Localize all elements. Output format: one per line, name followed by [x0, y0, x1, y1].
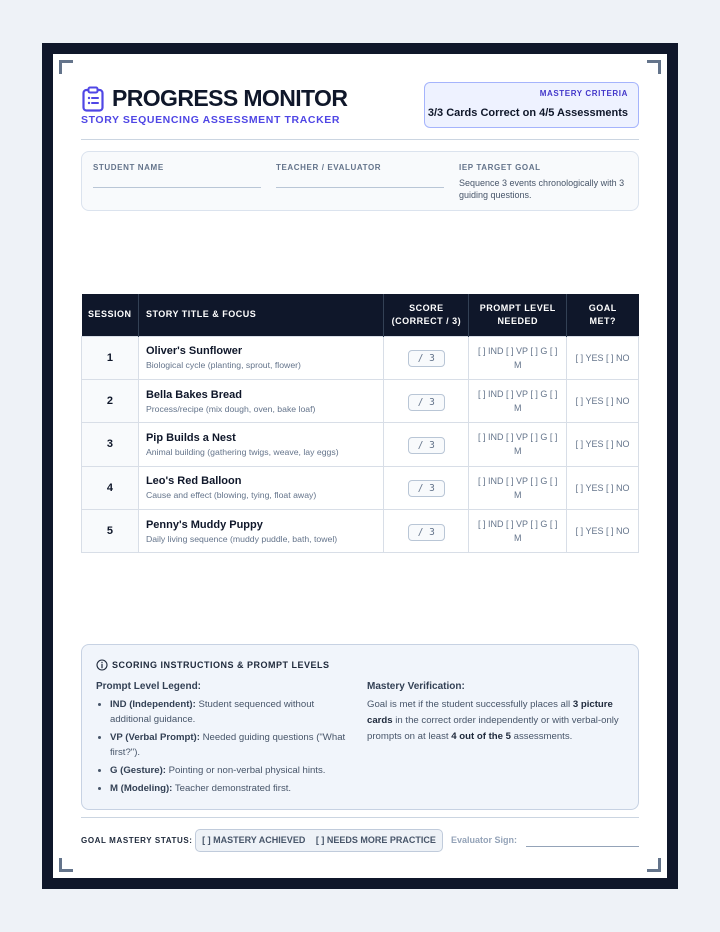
student-name-line[interactable] [93, 187, 261, 188]
story-focus: Process/recipe (mix dough, oven, bake loaf) [145, 403, 316, 414]
score-input[interactable]: / 3 [408, 350, 445, 367]
verify-bold1: 3 picture cards [367, 699, 613, 726]
session-number: 5 [82, 510, 139, 553]
story-focus: Daily living sequence (muddy puddle, bath, towel) [145, 533, 338, 544]
mastery-criteria-box [424, 82, 639, 128]
legend-heading: Prompt Level Legend: [96, 681, 202, 692]
header-divider [81, 139, 639, 140]
table-header-row [82, 294, 639, 336]
score-input[interactable]: / 3 [408, 394, 445, 411]
verify-part2: in the correct order independently or with verbal-only prompts on at least [367, 715, 619, 742]
verify-part1: Goal is met if the student successfully places all [367, 699, 573, 710]
assessment-table [81, 294, 639, 553]
score-input[interactable]: / 3 [408, 437, 445, 454]
session-number: 3 [82, 423, 139, 466]
goal-cell [567, 379, 639, 422]
story-cell [138, 379, 383, 422]
teacher-field[interactable] [276, 163, 381, 172]
legend-list [96, 697, 356, 796]
footer-divider [81, 817, 639, 818]
goal-cell [567, 423, 639, 466]
teacher-label: TEACHER / EVALUATOR [276, 163, 382, 172]
needs-practice-option[interactable]: [ ] NEEDS MORE PRACTICE [315, 835, 436, 845]
info-icon [96, 659, 108, 671]
session-number: 1 [82, 336, 139, 379]
story-title: Penny's Muddy Puppy [145, 518, 263, 531]
score-cell [384, 466, 469, 509]
status-options-box [195, 829, 443, 852]
footer [81, 829, 639, 853]
goal-cell [567, 336, 639, 379]
verify-bold2: 4 out of the 5 [451, 731, 511, 742]
story-cell [138, 510, 383, 553]
prompt-legend [96, 681, 356, 799]
score-cell [384, 379, 469, 422]
header-prompt-line1: PROMPT LEVEL [479, 302, 556, 313]
prompt-cell [469, 379, 567, 422]
story-focus: Cause and effect (blowing, tying, float away) [145, 490, 317, 501]
table-row [82, 510, 639, 553]
verify-part3: assessments. [510, 731, 573, 742]
corner-mark-bottom-right [647, 858, 661, 872]
mastery-criteria-value: 3/3 Cards Correct on 4/5 Assessments [427, 107, 628, 119]
page-title: PROGRESS MONITOR [112, 85, 348, 111]
header-score-line1: SCORE [409, 302, 444, 313]
list-item [110, 730, 356, 760]
legend-desc: Needed guiding questions ("What first?"). [110, 732, 346, 758]
score-cell [384, 336, 469, 379]
header-prompt [469, 294, 567, 336]
iep-goal-block [459, 163, 629, 201]
story-cell [138, 336, 383, 379]
score-input[interactable]: / 3 [408, 524, 445, 541]
prompt-level-options[interactable]: [ ] IND [ ] VP [ ] G [ ] M [478, 432, 558, 457]
score-cell [384, 423, 469, 466]
instructions-title: SCORING INSTRUCTIONS & PROMPT LEVELS [112, 660, 330, 670]
goal-cell [567, 466, 639, 509]
corner-mark-top-left [59, 60, 73, 74]
legend-desc: Pointing or non-verbal physical hints. [165, 765, 326, 776]
list-item [110, 697, 356, 727]
table-row [82, 379, 639, 422]
score-cell [384, 510, 469, 553]
header-score-line2: (CORRECT / 3) [391, 315, 462, 326]
score-input[interactable]: / 3 [408, 480, 445, 497]
prompt-level-options[interactable]: [ ] IND [ ] VP [ ] G [ ] M [478, 475, 558, 500]
legend-term: VP (Verbal Prompt): [110, 732, 200, 743]
header-prompt-line2: NEEDED [497, 315, 538, 326]
list-item [110, 763, 356, 778]
teacher-line[interactable] [276, 187, 444, 188]
prompt-cell [469, 423, 567, 466]
goal-met-options[interactable]: [ ] YES [ ] NO [575, 352, 630, 363]
goal-met-options[interactable]: [ ] YES [ ] NO [575, 439, 630, 450]
story-title: Bella Bakes Bread [145, 388, 242, 401]
verify-text [367, 697, 629, 745]
story-focus: Biological cycle (planting, sprout, flower) [145, 360, 301, 371]
prompt-level-options[interactable]: [ ] IND [ ] VP [ ] G [ ] M [478, 345, 558, 370]
list-item [110, 781, 356, 796]
goal-cell [567, 510, 639, 553]
table-row [82, 336, 639, 379]
title-row [81, 85, 347, 112]
story-cell [138, 423, 383, 466]
table-row [82, 466, 639, 509]
iep-goal-text: Sequence 3 events chronologically with 3 guiding questions. [459, 178, 625, 200]
verify-heading: Mastery Verification: [367, 681, 465, 692]
corner-mark-bottom-left [59, 858, 73, 872]
table-row [82, 423, 639, 466]
mastery-verification [367, 681, 629, 745]
story-title: Leo's Red Balloon [145, 475, 242, 488]
student-info-box [81, 151, 639, 211]
student-name-field[interactable] [93, 163, 164, 172]
instructions-header [96, 659, 330, 671]
header-session: SESSION [82, 294, 139, 336]
legend-desc: Teacher demonstrated first. [172, 783, 292, 794]
story-focus: Animal building (gathering twigs, weave, lay eggs) [145, 446, 339, 457]
evaluator-sign-label: Evaluator Sign: [451, 835, 518, 845]
header [81, 82, 639, 140]
evaluator-sign-line[interactable] [526, 846, 639, 847]
prompt-level-options[interactable]: [ ] IND [ ] VP [ ] G [ ] M [478, 519, 558, 544]
scoring-instructions-box [81, 644, 639, 810]
header-score [384, 294, 469, 336]
legend-term: IND (Independent): [110, 699, 196, 710]
legend-desc: Student sequenced without additional guidance. [110, 699, 315, 725]
story-title: Oliver's Sunflower [145, 345, 243, 358]
header-story: STORY TITLE & FOCUS [138, 294, 383, 336]
iep-goal-label: IEP TARGET GOAL [459, 163, 541, 172]
session-number: 2 [82, 379, 139, 422]
legend-term: G (Gesture): [110, 765, 166, 776]
prompt-cell [469, 510, 567, 553]
header-goal-line2: MET? [589, 315, 617, 326]
header-goal [567, 294, 639, 336]
goal-met-options[interactable]: [ ] YES [ ] NO [575, 396, 630, 407]
mastery-achieved-option[interactable]: [ ] MASTERY ACHIEVED [202, 835, 306, 845]
worksheet-page [53, 54, 667, 878]
legend-term: M (Modeling): [110, 783, 173, 794]
page-subtitle: STORY SEQUENCING ASSESSMENT TRACKER [81, 114, 341, 126]
session-number: 4 [82, 466, 139, 509]
prompt-level-options[interactable]: [ ] IND [ ] VP [ ] G [ ] M [478, 389, 558, 414]
student-name-label: STUDENT NAME [93, 163, 164, 172]
prompt-cell [469, 336, 567, 379]
story-title: Pip Builds a Nest [145, 431, 236, 444]
header-goal-line1: GOAL [588, 302, 617, 313]
story-cell [138, 466, 383, 509]
page-frame [42, 43, 678, 889]
corner-mark-top-right [647, 60, 661, 74]
clipboard-icon [81, 86, 105, 112]
goal-met-options[interactable]: [ ] YES [ ] NO [575, 482, 630, 493]
prompt-cell [469, 466, 567, 509]
goal-mastery-status-label: GOAL MASTERY STATUS: [81, 836, 193, 845]
mastery-criteria-label: MASTERY CRITERIA [539, 89, 628, 98]
goal-met-options[interactable]: [ ] YES [ ] NO [575, 526, 630, 537]
